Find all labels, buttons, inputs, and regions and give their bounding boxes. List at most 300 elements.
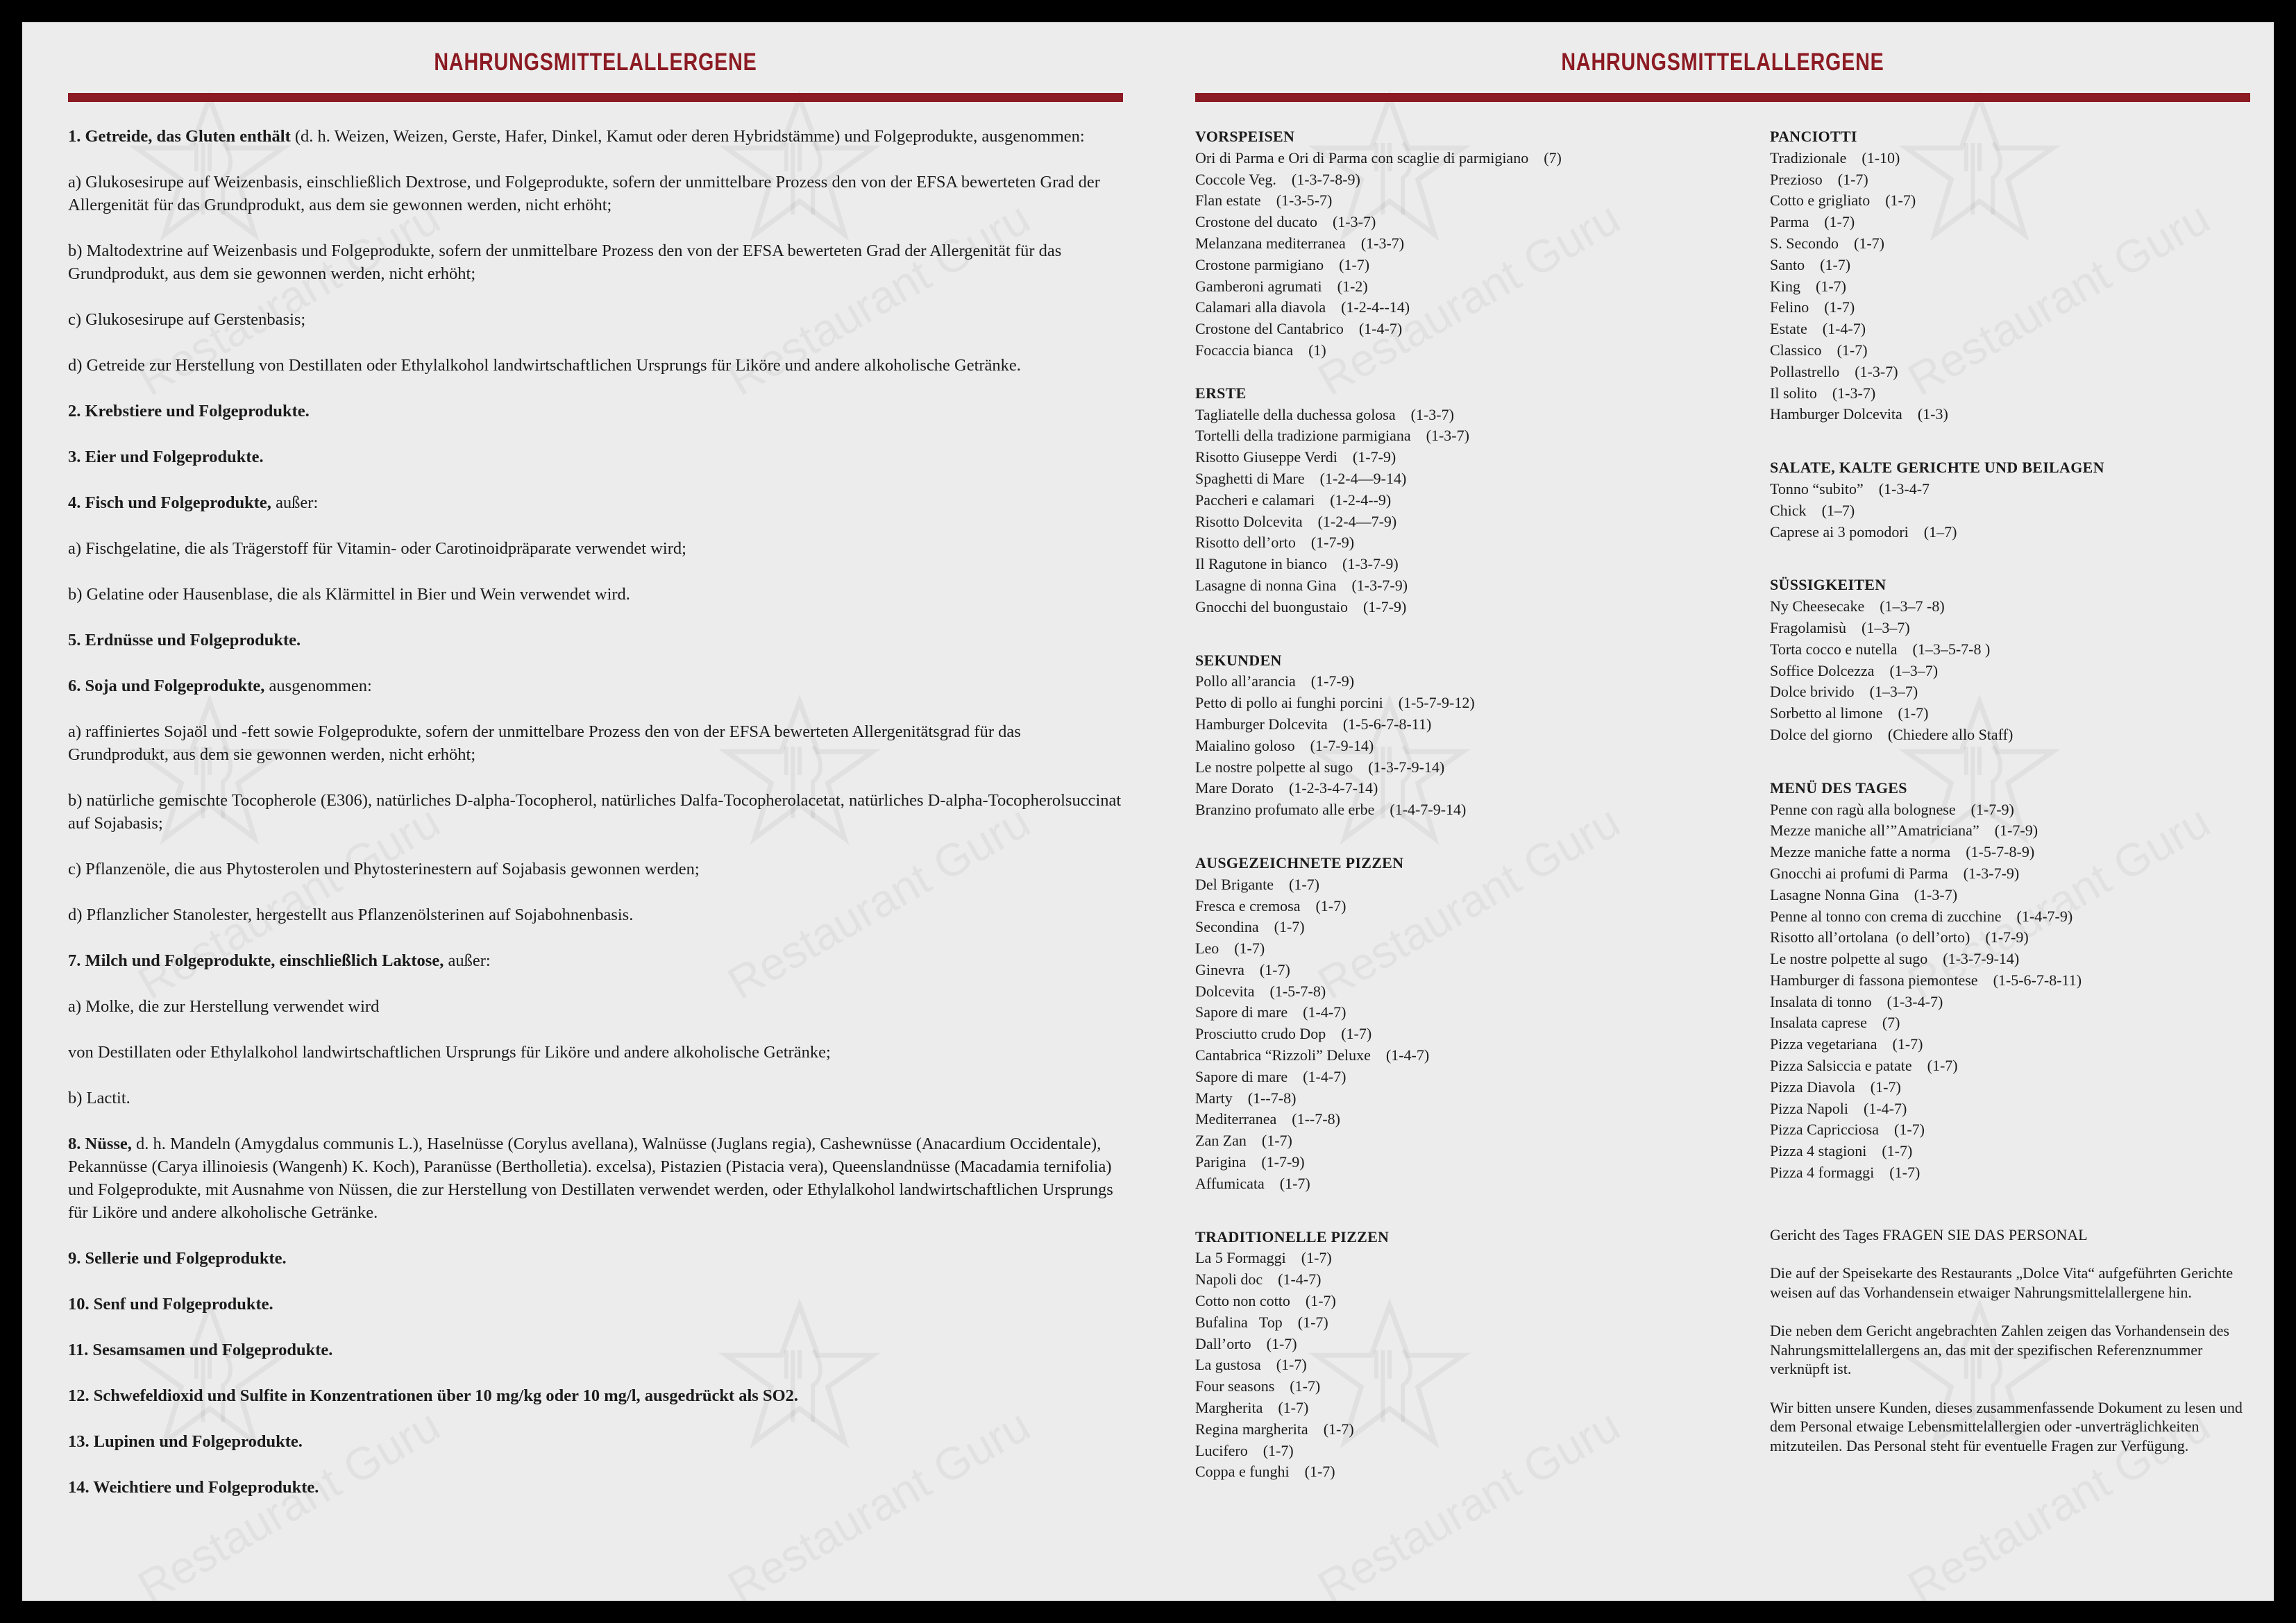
- menu-item-allergen-codes: (1-7): [1870, 1078, 1901, 1096]
- allergen-paragraph: [68, 674, 1123, 697]
- menu-item-allergen-codes: (1-7): [1315, 897, 1347, 915]
- menu-item-name: Dolcevita: [1195, 982, 1255, 1000]
- menu-item-name: Branzino profumato alle erbe: [1195, 801, 1375, 819]
- menu-item-name: Pizza Capricciosa: [1770, 1121, 1879, 1139]
- menu-item-name: Regina margherita: [1195, 1420, 1308, 1438]
- menu-section: [1770, 575, 2256, 745]
- menu-item: [1770, 1012, 2256, 1034]
- menu-item-allergen-codes: (1-7): [1824, 213, 1855, 231]
- menu-item: [1195, 1376, 1737, 1397]
- menu-item-allergen-codes: (1-3-7-9-14): [1368, 758, 1445, 776]
- menu-item: [1195, 1045, 1737, 1067]
- menu-item-name: Napoli doc: [1195, 1271, 1263, 1289]
- menu-item-allergen-codes: (1-7): [1276, 1356, 1307, 1374]
- menu-item-name: Risotto dell’orto: [1195, 534, 1296, 552]
- menu-item-allergen-codes: (1–3–7 -8): [1880, 597, 1945, 615]
- menu-section-title: TRADITIONELLE PIZZEN: [1195, 1227, 1390, 1246]
- menu-item: [1195, 1397, 1737, 1419]
- menu-item-allergen-codes: (1-3-7-9): [1351, 576, 1408, 594]
- menu-item-name: Ori di Parma e Ori di Parma con scaglie di parmigiano: [1195, 148, 1529, 167]
- menu-item: [1195, 874, 1737, 896]
- menu-item: [1195, 1088, 1737, 1110]
- allergen-paragraph: [68, 1384, 1123, 1407]
- menu-item-name: Zan Zan: [1195, 1132, 1247, 1150]
- menu-item-name: Mezze maniche all’”Amatriciana”: [1770, 822, 1980, 840]
- menu-column-right: [1770, 126, 2256, 1475]
- menu-item-allergen-codes: (1-3): [1917, 405, 1948, 423]
- menu-item: [1195, 1269, 1737, 1291]
- menu-item: [1770, 703, 2256, 724]
- allergen-paragraph: [68, 995, 1123, 1018]
- menu-item: [1770, 906, 2256, 928]
- menu-item-allergen-codes: (1-3-5-7): [1276, 192, 1333, 210]
- menu-item-name: Gnocchi del buongustaio: [1195, 597, 1348, 615]
- menu-item-name: Crostone del ducato: [1195, 213, 1317, 231]
- menu-item: [1770, 1162, 2256, 1184]
- menu-item: [1770, 383, 2256, 405]
- menu-item-name: Penne con ragù alla bolognese: [1770, 800, 1956, 818]
- menu-item: [1770, 297, 2256, 318]
- menu-item-name: Mare Dorato: [1195, 779, 1274, 797]
- menu-item: [1770, 212, 2256, 233]
- allergen-legend: [68, 125, 1123, 1522]
- menu-item-name: Focaccia bianca: [1195, 341, 1294, 359]
- menu-item-name: Lucifero: [1195, 1441, 1248, 1459]
- menu-item-name: Pizza vegetariana: [1770, 1035, 1877, 1053]
- menu-item-name: Spaghetti di Mare: [1195, 469, 1305, 487]
- menu-item-allergen-codes: (1-7): [1892, 1035, 1923, 1053]
- allergen-paragraph: [68, 949, 1123, 972]
- menu-item: [1770, 233, 2256, 255]
- allergen-heading: 3. Eier und Folgeprodukte.: [68, 448, 264, 466]
- menu-item: [1195, 938, 1737, 960]
- menu-item: [1770, 1098, 2256, 1120]
- menu-item-name: Risotto Giuseppe Verdi: [1195, 448, 1337, 466]
- note-menu-info: Die auf der Speisekarte des Restaurants „Dolce Vita“ aufgeführten Gerichte weisen auf das Vorhandensein etwaiger Nahrungsmittelallergene hin.: [1770, 1264, 2234, 1301]
- menu-item: [1195, 511, 1737, 533]
- menu-item-name: Dolce del giorno: [1770, 725, 1873, 743]
- menu-item-allergen-codes: (1–7): [1923, 522, 1957, 541]
- note-customer-request: Wir bitten unsere Kunden, dieses zusammenfassende Dokument zu lesen und dem Personal etwaige Lebensmittelallergien oder -unverträglichkeiten mitzuteilen. Das Personal steht für eventuelle Fragen zur Verfügung.: [1770, 1398, 2243, 1454]
- menu-item-allergen-codes: (1-4-7): [1822, 320, 1866, 338]
- menu-item-allergen-codes: (1-7): [1882, 1142, 1913, 1160]
- menu-item-allergen-codes: (1-3-7): [1914, 885, 1958, 903]
- menu-item-allergen-codes: (1-3-7-9-14): [1943, 950, 2020, 968]
- menu-item-name: Torta cocco e nutella: [1770, 640, 1898, 658]
- menu-section-title: SÜSSIGKEITEN: [1770, 576, 1886, 594]
- menu-item-name: Lasagne di nonna Gina: [1195, 576, 1337, 594]
- menu-item-allergen-codes: (1-7): [1259, 960, 1290, 978]
- menu-item-allergen-codes: (1-7): [1278, 1399, 1309, 1417]
- menu-item-allergen-codes: (1-4-7-9): [2016, 907, 2073, 925]
- menu-column-left: [1195, 126, 1737, 1504]
- menu-item-allergen-codes: (1-7): [1304, 1463, 1335, 1481]
- menu-item-allergen-codes: (1-7): [1289, 875, 1320, 893]
- menu-item-name: Sapore di mare: [1195, 1003, 1288, 1021]
- menu-item-allergen-codes: (1--7-8): [1247, 1089, 1297, 1107]
- menu-item-allergen-codes: (1–3–7): [1862, 618, 1910, 636]
- menu-item-allergen-codes: (1-7): [1263, 1441, 1294, 1459]
- menu-item: [1195, 960, 1737, 981]
- menu-item-allergen-codes: (1-2): [1337, 277, 1368, 295]
- menu-item: [1770, 340, 2256, 362]
- menu-item-allergen-codes: (1-4-7-9-14): [1390, 801, 1467, 819]
- menu-item-allergen-codes: (1–7): [1821, 501, 1855, 519]
- allergen-notes: [1770, 1225, 2256, 1456]
- menu-item-allergen-codes: (1-7): [1234, 940, 1265, 958]
- menu-item: [1770, 190, 2256, 212]
- menu-item-allergen-codes: (1-7): [1261, 1132, 1292, 1150]
- menu-item-name: Il Ragutone in bianco: [1195, 555, 1328, 573]
- menu-item-allergen-codes: (1-7): [1820, 255, 1851, 273]
- menu-item-allergen-codes: (1-5-7-9-12): [1398, 694, 1475, 712]
- menu-item-name: Crostone del Cantabrico: [1195, 320, 1344, 338]
- menu-item-allergen-codes: (1-7): [1266, 1334, 1297, 1352]
- menu-item: [1770, 927, 2256, 949]
- menu-item: [1770, 404, 2256, 425]
- menu-item-name: Insalata di tonno: [1770, 992, 1872, 1010]
- menu-item-allergen-codes: (1-3-7): [1426, 427, 1469, 445]
- menu-item-name: Affumicata: [1195, 1174, 1265, 1192]
- menu-item-name: Gamberoni agrumati: [1195, 277, 1322, 295]
- menu-item: [1195, 917, 1737, 938]
- menu-item-allergen-codes: (1-7): [1927, 1057, 1958, 1075]
- menu-item: [1770, 1034, 2256, 1055]
- menu-item-name: Dolce brivido: [1770, 683, 1855, 701]
- menu-item-allergen-codes: (1-7): [1885, 192, 1916, 210]
- menu-item: [1770, 255, 2256, 276]
- menu-item-allergen-codes: (1–3–7): [1869, 683, 1918, 701]
- menu-item-name: Pizza Napoli: [1770, 1099, 1849, 1117]
- menu-item-allergen-codes: (1-2-3-4-7-14): [1289, 779, 1378, 797]
- menu-item-name: La gustosa: [1195, 1356, 1261, 1374]
- menu-item-name: Hamburger Dolcevita: [1770, 405, 1902, 423]
- menu-item: [1195, 736, 1737, 757]
- menu-item-allergen-codes: (1-7-9): [1970, 800, 2014, 818]
- menu-item: [1195, 233, 1737, 255]
- menu-item-allergen-codes: (1-7): [1837, 170, 1868, 188]
- menu-section-title: VORSPEISEN: [1195, 128, 1295, 145]
- menu-item-allergen-codes: (1-7): [1854, 234, 1884, 252]
- menu-item-name: Lasagne Nonna Gina: [1770, 885, 1899, 903]
- menu-item: [1195, 981, 1737, 1003]
- menu-item-name: Santo: [1770, 255, 1805, 273]
- menu-item-allergen-codes: (7): [1544, 148, 1562, 167]
- allergen-text: a) Molke, die zur Herstellung verwendet wird: [68, 997, 380, 1016]
- menu-item-name: Pizza Salsiccia e patate: [1770, 1057, 1912, 1075]
- menu-item-name: Fragolamisù: [1770, 618, 1846, 636]
- menu-section-title: SEKUNDEN: [1195, 651, 1282, 669]
- menu-item: [1195, 318, 1737, 340]
- menu-sheet: [22, 22, 2274, 1601]
- menu-item: [1195, 1334, 1737, 1355]
- menu-item: [1195, 1002, 1737, 1023]
- menu-item: [1195, 1441, 1737, 1462]
- menu-item-name: Petto di pollo ai funghi porcini: [1195, 694, 1383, 712]
- allergen-heading: 12. Schwefeldioxid und Sulfite in Konzentrationen über 10 mg/kg oder 10 mg/l, ausgedrückt als SO2.: [68, 1386, 799, 1405]
- menu-item: [1195, 714, 1737, 736]
- menu-item-allergen-codes: (1-7-9): [1352, 448, 1396, 466]
- menu-section: [1770, 457, 2256, 543]
- menu-item-name: Cantabrica “Rizzoli” Deluxe: [1195, 1046, 1371, 1064]
- menu-item-name: Prezioso: [1770, 170, 1823, 188]
- menu-item-allergen-codes: (1-4-7): [1303, 1003, 1347, 1021]
- allergen-paragraph: [68, 125, 1123, 148]
- allergen-text: (d. h. Weizen, Weizen, Gerste, Hafer, Dinkel, Kamut oder deren Hybridstämme) und Folgeprodukte, ausgenommen:: [290, 127, 1085, 146]
- allergen-paragraph: [68, 171, 1123, 216]
- menu-item: [1195, 778, 1737, 799]
- menu-item: [1195, 575, 1737, 597]
- menu-item-allergen-codes: (1-4-7): [1864, 1099, 1907, 1117]
- allergen-text: von Destillaten oder Ethylalkohol landwirtschaftlichen Ursprungs für Liköre und andere alkoholische Getränke;: [68, 1043, 831, 1062]
- allergen-text: d) Getreide zur Herstellung von Destillaten oder Ethylalkohol landwirtschaftlichen Ursprungs für Liköre und andere alkoholische Getränke.: [68, 356, 1021, 375]
- menu-item: [1770, 276, 2256, 298]
- menu-item: [1195, 1312, 1737, 1334]
- allergen-text: c) Glukosesirupe auf Gerstenbasis;: [68, 310, 306, 329]
- menu-item-name: Coccole Veg.: [1195, 170, 1276, 188]
- menu-item-allergen-codes: (1-7-9): [1362, 597, 1407, 615]
- right-title-rule: [1195, 93, 2250, 102]
- allergen-paragraph: [68, 1132, 1123, 1224]
- allergen-heading: 5. Erdnüsse und Folgeprodukte.: [68, 631, 301, 649]
- menu-item-allergen-codes: (1-4-7): [1385, 1046, 1430, 1064]
- menu-item-name: Le nostre polpette al sugo: [1770, 950, 1928, 968]
- allergen-text: a) Fischgelatine, die als Trägerstoff für Vitamin- oder Carotinoidpräparate verwendet wird;: [68, 539, 686, 558]
- menu-item-name: Pizza Diavola: [1770, 1078, 1855, 1096]
- menu-item-name: Maialino goloso: [1195, 736, 1295, 754]
- menu-item-name: Soffice Dolcezza: [1770, 661, 1875, 679]
- menu-item-name: Flan estate: [1195, 192, 1261, 210]
- allergen-heading: 14. Weichtiere und Folgeprodukte.: [68, 1478, 319, 1497]
- menu-item-name: Parigina: [1195, 1153, 1247, 1171]
- menu-item-allergen-codes: (1-3-7-9): [1963, 864, 2020, 882]
- menu-item: [1195, 255, 1737, 276]
- menu-item: [1195, 1248, 1737, 1269]
- menu-item-allergen-codes: (1-2-4--9): [1330, 491, 1392, 509]
- menu-item-allergen-codes: (1-4-7): [1278, 1271, 1322, 1289]
- menu-item-allergen-codes: (1-7-9): [1261, 1153, 1305, 1171]
- menu-item-allergen-codes: (1-7): [1816, 277, 1846, 295]
- menu-item-allergen-codes: (1-5-6-7-8-11): [1342, 715, 1432, 733]
- allergen-heading: 8. Nüsse,: [68, 1135, 132, 1153]
- menu-item-name: Felino: [1770, 298, 1809, 316]
- allergen-paragraph: [68, 537, 1123, 560]
- menu-item-name: Prosciutto crudo Dop: [1195, 1025, 1326, 1043]
- menu-item-name: Pizza 4 formaggi: [1770, 1164, 1875, 1182]
- menu-section-title: PANCIOTTI: [1770, 128, 1857, 145]
- menu-item-name: Hamburger di fassona piemontese: [1770, 971, 1978, 989]
- menu-section: [1770, 778, 2256, 1184]
- menu-item-name: Sorbetto al limone: [1770, 704, 1883, 722]
- menu-item: [1770, 479, 2256, 500]
- menu-item-name: Pollo all’arancia: [1195, 672, 1296, 690]
- menu-item: [1770, 863, 2256, 885]
- left-title-rule: [68, 93, 1123, 102]
- allergen-text: a) Glukosesirupe auf Weizenbasis, einschließlich Dextrose, und Folgeprodukte, sofern der unmittelbare Prozess den von der EFSA bewerteten Grad der Allergenität für das Grundprodukt, aus dem sie gewonnen werden, nicht erhöht;: [68, 173, 1100, 214]
- menu-item-name: Hamburger Dolcevita: [1195, 715, 1328, 733]
- allergen-paragraph: [68, 1087, 1123, 1110]
- menu-item: [1770, 618, 2256, 639]
- menu-item-name: Risotto Dolcevita: [1195, 512, 1303, 530]
- menu-item-allergen-codes: (1-3-7): [1410, 405, 1454, 423]
- allergen-paragraph: [68, 720, 1123, 766]
- menu-item: [1770, 1077, 2256, 1098]
- menu-item-allergen-codes: (1-7): [1889, 1164, 1921, 1182]
- menu-item: [1195, 896, 1737, 917]
- menu-item: [1195, 692, 1737, 714]
- menu-item-allergen-codes: (1-7): [1274, 918, 1305, 936]
- menu-item: [1195, 1291, 1737, 1312]
- menu-item-allergen-codes: (1-5-7-8): [1269, 982, 1326, 1000]
- menu-item: [1770, 992, 2256, 1013]
- right-page-title: NAHRUNGSMITTELALLERGENE: [1561, 49, 1884, 76]
- menu-item: [1195, 340, 1737, 362]
- menu-item: [1195, 1023, 1737, 1045]
- menu-item-name: Risotto all’ortolana (o dell’orto): [1770, 928, 1970, 946]
- menu-item-allergen-codes: (1-7-9): [1994, 822, 2038, 840]
- menu-item-name: Sapore di mare: [1195, 1067, 1288, 1085]
- menu-item-allergen-codes: (1-7-9-14): [1310, 736, 1374, 754]
- allergen-paragraph: [68, 1476, 1123, 1499]
- menu-section: [1195, 853, 1737, 1195]
- allergen-text: b) Gelatine oder Hausenblase, die als Klärmittel in Bier und Wein verwendet wird.: [68, 585, 630, 604]
- menu-item-allergen-codes: (1-3-7): [1855, 362, 1898, 380]
- menu-item: [1770, 661, 2256, 682]
- menu-item-name: Dall’orto: [1195, 1334, 1251, 1352]
- menu-item-name: Cotto e grigliato: [1770, 192, 1871, 210]
- menu-item-allergen-codes: (1-7): [1290, 1377, 1321, 1395]
- menu-section-title: MENÜ DES TAGES: [1770, 779, 1907, 797]
- allergen-paragraph: [68, 1247, 1123, 1270]
- menu-item-name: Marty: [1195, 1089, 1233, 1107]
- allergen-text: außer:: [444, 951, 491, 970]
- allergen-heading: 2. Krebstiere und Folgeprodukte.: [68, 402, 310, 420]
- menu-item-name: King: [1770, 277, 1800, 295]
- menu-item: [1195, 1419, 1737, 1441]
- menu-item-allergen-codes: (1-7-9): [1310, 672, 1355, 690]
- menu-section-title: ERSTE: [1195, 384, 1247, 402]
- menu-item-name: Crostone parmigiano: [1195, 255, 1324, 273]
- menu-item-allergen-codes: (1-7): [1279, 1174, 1310, 1192]
- menu-item: [1770, 596, 2256, 618]
- menu-item: [1770, 522, 2256, 543]
- menu-item-allergen-codes: (1-3-7): [1360, 234, 1405, 252]
- menu-item: [1195, 276, 1737, 298]
- menu-item: [1195, 799, 1737, 821]
- menu-item-allergen-codes: (1-7): [1297, 1313, 1328, 1331]
- menu-item-allergen-codes: (1-3-7-9): [1342, 555, 1399, 573]
- menu-item: [1770, 318, 2256, 340]
- menu-item: [1770, 1141, 2256, 1162]
- allergen-paragraph: [68, 491, 1123, 514]
- allergen-text: b) Lactit.: [68, 1089, 130, 1107]
- menu-item-name: Secondina: [1195, 918, 1259, 936]
- menu-item-allergen-codes: (1-4-7): [1303, 1067, 1347, 1085]
- allergen-paragraph: [68, 583, 1123, 606]
- menu-item: [1770, 148, 2256, 169]
- menu-item: [1195, 1130, 1737, 1152]
- menu-section: [1195, 1227, 1737, 1484]
- menu-item-allergen-codes: (1-5-6-7-8-11): [1993, 971, 2082, 989]
- menu-item: [1770, 970, 2256, 992]
- menu-item: [1770, 1119, 2256, 1141]
- menu-item-name: Margherita: [1195, 1399, 1263, 1417]
- allergen-heading: 11. Sesamsamen und Folgeprodukte.: [68, 1341, 333, 1359]
- menu-item-allergen-codes: (1--7-8): [1292, 1110, 1340, 1128]
- menu-item: [1195, 597, 1737, 618]
- menu-section-title: AUSGEZEICHNETE PIZZEN: [1195, 853, 1404, 872]
- allergen-paragraph: [68, 629, 1123, 652]
- allergen-heading: 13. Lupinen und Folgeprodukte.: [68, 1432, 303, 1451]
- menu-item: [1195, 1109, 1737, 1130]
- menu-item-name: Fresca e cremosa: [1195, 897, 1301, 915]
- menu-item-name: Bufalina Top: [1195, 1313, 1283, 1331]
- menu-item-allergen-codes: (1-2-4--14): [1341, 298, 1410, 316]
- allergen-paragraph: [68, 789, 1123, 835]
- allergen-text: d. h. Mandeln (Amygdalus communis L.), Haselnüsse (Corylus avellana), Walnüsse (Juglans regia), Cashewnüsse (Anacardium Occidentale), Pekannüsse (Carya illinoiesis (Wangenh) K. Koch), Paranüsse (Bertholletia). excelsa), Pistazien (Pistacia vera), Queenslandnüsse (Macadamia ternifolia) und Folgeprodukte, mit Ausnahme von Nüssen, die zur Herstellung von Destillaten verwendet werden, oder Ethylalkohol landwirtschaftlichen Ursprungs für Liköre und andere alkoholische Getränke.: [68, 1135, 1113, 1222]
- menu-item-allergen-codes: (1-2-4—7-9): [1317, 512, 1397, 530]
- menu-item-name: Mezze maniche fatte a norma: [1770, 843, 1951, 861]
- allergen-heading: 1. Getreide, das Gluten enthält: [68, 127, 291, 146]
- note-number-info: Die neben dem Gericht angebrachten Zahlen zeigen das Vorhandensein des Nahrungsmittelallergens an, das mit der spezifischen Referenznummer verknüpft ist.: [1770, 1322, 2229, 1378]
- menu-item-name: Tonno “subito”: [1770, 479, 1864, 498]
- menu-item: [1770, 820, 2256, 842]
- menu-item: [1195, 1173, 1737, 1195]
- menu-item-allergen-codes: (1-7): [1824, 298, 1855, 316]
- menu-item-name: Melanzana mediterranea: [1195, 234, 1346, 252]
- allergen-heading: 6. Soja und Folgeprodukte,: [68, 677, 265, 695]
- allergen-text: außer:: [271, 493, 319, 512]
- menu-item: [1195, 671, 1737, 692]
- allergen-text: c) Pflanzenöle, die aus Phytosterolen und Phytosterinestern auf Sojabasis gewonnen werden;: [68, 860, 700, 878]
- allergen-paragraph: [68, 400, 1123, 423]
- allergen-paragraph: [68, 308, 1123, 331]
- menu-item-name: Tagliatelle della duchessa golosa: [1195, 405, 1396, 423]
- allergen-text: ausgenommen:: [264, 677, 372, 695]
- menu-item: [1770, 885, 2256, 906]
- menu-item: [1195, 405, 1737, 426]
- allergen-paragraph: [68, 1041, 1123, 1064]
- menu-item-name: Caprese ai 3 pomodori: [1770, 522, 1909, 541]
- menu-item-name: Chick: [1770, 501, 1807, 519]
- left-page-title: NAHRUNGSMITTELALLERGENE: [434, 49, 757, 76]
- menu-item-name: Le nostre polpette al sugo: [1195, 758, 1353, 776]
- menu-item-allergen-codes: (1-7): [1837, 341, 1868, 359]
- menu-item: [1770, 842, 2256, 863]
- menu-item: [1195, 447, 1737, 468]
- menu-item-name: Calamari alla diavola: [1195, 298, 1326, 316]
- menu-item-name: Tortelli della tradizione parmigiana: [1195, 427, 1411, 445]
- menu-item-allergen-codes: (1-7): [1301, 1249, 1332, 1267]
- menu-item-name: Parma: [1770, 213, 1809, 231]
- menu-item-name: Insalata caprese: [1770, 1014, 1867, 1032]
- menu-item-allergen-codes: (1-3-7): [1332, 213, 1376, 231]
- menu-item-allergen-codes: (7): [1882, 1014, 1900, 1032]
- menu-item: [1770, 500, 2256, 522]
- menu-item-allergen-codes: (1-7): [1323, 1420, 1354, 1438]
- menu-section: [1195, 383, 1737, 618]
- menu-item: [1195, 190, 1737, 212]
- menu-item-name: S. Secondo: [1770, 234, 1839, 252]
- menu-item: [1770, 799, 2256, 821]
- menu-item-allergen-codes: (1-3-7-8-9): [1291, 170, 1360, 188]
- menu-item: [1195, 1354, 1737, 1376]
- menu-item-name: Ny Cheesecake: [1770, 597, 1865, 615]
- allergen-heading: 7. Milch und Folgeprodukte, einschließlich Laktose,: [68, 951, 444, 970]
- menu-item: [1770, 639, 2256, 661]
- menu-item: [1770, 169, 2256, 191]
- menu-item: [1195, 757, 1737, 779]
